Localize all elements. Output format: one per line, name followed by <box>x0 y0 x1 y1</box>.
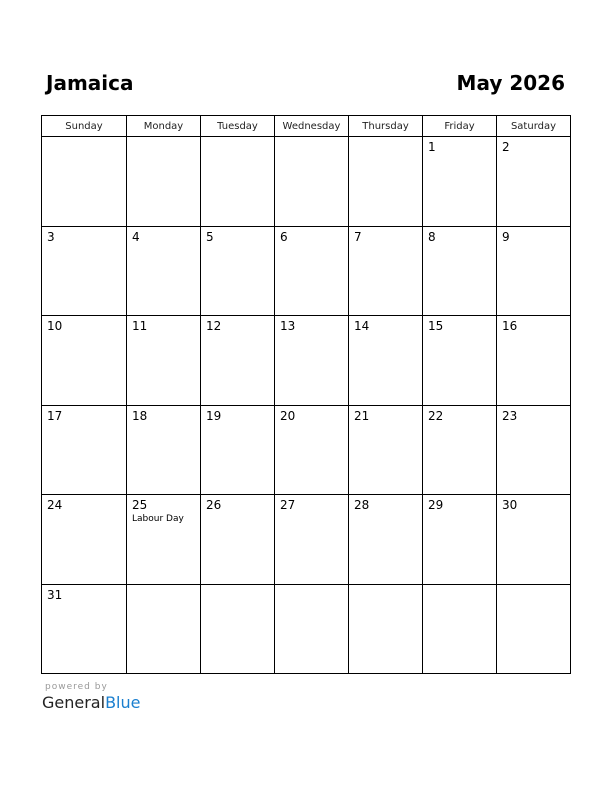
weekday-sunday: Sunday <box>42 116 127 137</box>
day-number: 28 <box>354 498 370 512</box>
day-number: 13 <box>280 319 296 333</box>
day-number: 7 <box>354 229 362 244</box>
day-cell <box>423 584 497 674</box>
day-cell <box>423 316 497 406</box>
week-row <box>42 226 571 316</box>
day-cell <box>275 316 349 406</box>
day-cell <box>127 137 201 227</box>
week-row <box>42 495 571 585</box>
day-number: 12 <box>206 319 222 333</box>
day-number: 1 <box>428 140 436 154</box>
powered-by-text: powered by <box>45 682 108 692</box>
day-cell <box>127 405 201 495</box>
day-number: 4 <box>132 229 140 244</box>
day-cell <box>42 226 127 316</box>
day-cell <box>42 584 127 674</box>
day-cell <box>349 584 423 674</box>
logo-blue: Blue <box>105 693 141 712</box>
calendar-grid <box>41 115 571 674</box>
day-number: 31 <box>47 587 63 602</box>
week-row <box>42 584 571 674</box>
weekday-tuesday: Tuesday <box>201 116 275 137</box>
weekday-thursday: Thursday <box>349 116 423 137</box>
day-cell <box>275 226 349 316</box>
day-number: 14 <box>354 319 370 333</box>
weekday-friday: Friday <box>423 116 497 137</box>
day-cell <box>201 316 275 406</box>
day-cell <box>275 405 349 495</box>
day-cell <box>275 137 349 227</box>
day-number: 16 <box>502 319 518 333</box>
day-cell <box>349 226 423 316</box>
day-cell <box>127 226 201 316</box>
day-cell <box>42 316 127 406</box>
country-title: Jamaica <box>46 71 134 95</box>
day-number: 20 <box>280 408 296 423</box>
day-cell <box>127 316 201 406</box>
day-cell <box>497 137 571 227</box>
day-number: 10 <box>47 319 63 333</box>
day-number: 19 <box>206 408 222 423</box>
day-cell <box>423 137 497 227</box>
day-number: 15 <box>428 319 444 333</box>
day-number: 21 <box>354 408 370 423</box>
day-cell <box>497 495 571 585</box>
day-cell <box>127 495 201 585</box>
day-cell <box>42 137 127 227</box>
weekday-saturday: Saturday <box>497 116 571 137</box>
week-row <box>42 137 571 227</box>
day-cell <box>497 584 571 674</box>
logo-general: General <box>42 693 106 712</box>
day-cell <box>275 584 349 674</box>
day-cell <box>42 405 127 495</box>
day-cell <box>349 137 423 227</box>
day-cell <box>497 405 571 495</box>
day-cell <box>423 226 497 316</box>
day-cell <box>201 405 275 495</box>
weekday-wednesday: Wednesday <box>275 116 349 137</box>
day-cell <box>42 495 127 585</box>
month-title: May 2026 <box>456 71 565 95</box>
day-number: 25 <box>132 498 148 512</box>
day-number: 11 <box>132 319 148 333</box>
day-number: 6 <box>280 229 288 244</box>
day-cell <box>423 405 497 495</box>
day-number: 18 <box>132 408 148 423</box>
holiday-label: Labour Day <box>132 514 184 524</box>
day-cell <box>423 495 497 585</box>
generalblue-logo[interactable] <box>42 693 140 712</box>
day-number: 8 <box>428 229 436 244</box>
day-cell <box>349 405 423 495</box>
day-cell <box>127 584 201 674</box>
day-number: 29 <box>428 498 444 512</box>
day-cell <box>201 226 275 316</box>
day-cell <box>497 316 571 406</box>
day-number: 17 <box>47 408 63 423</box>
day-number: 26 <box>206 498 222 512</box>
day-cell <box>349 495 423 585</box>
day-cell <box>349 316 423 406</box>
weekday-monday: Monday <box>127 116 201 137</box>
day-number: 27 <box>280 498 296 512</box>
week-row <box>42 316 571 406</box>
weekday-header-row <box>42 116 571 137</box>
day-number: 23 <box>502 408 518 423</box>
day-number: 9 <box>502 229 510 244</box>
day-cell <box>201 584 275 674</box>
day-number: 30 <box>502 498 518 512</box>
day-number: 2 <box>502 140 510 154</box>
day-cell <box>275 495 349 585</box>
day-cell <box>201 495 275 585</box>
day-number: 5 <box>206 229 214 244</box>
day-number: 24 <box>47 498 63 512</box>
day-number: 3 <box>47 229 55 244</box>
week-row <box>42 405 571 495</box>
day-number: 22 <box>428 408 444 423</box>
day-cell <box>497 226 571 316</box>
day-cell <box>201 137 275 227</box>
